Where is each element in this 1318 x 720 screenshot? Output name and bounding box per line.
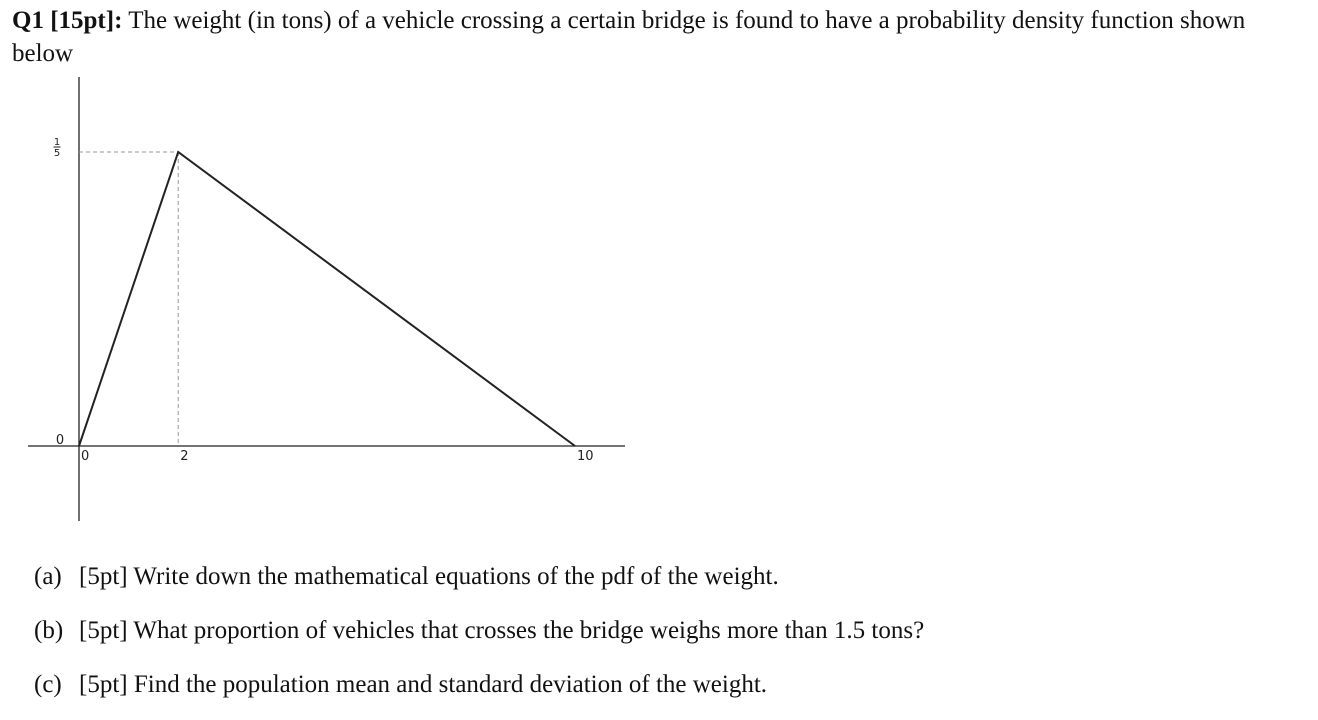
part-a-label: (a) <box>34 563 62 590</box>
question-body: The weight (in tons) of a vehicle crossing a certain bridge is found to have a probability density function shown below <box>12 7 1246 67</box>
part-b-text: [5pt] What proportion of vehicles that crosses the bridge weighs more than 1.5 tons? <box>79 617 925 644</box>
part-a <box>34 558 924 612</box>
part-b <box>34 612 924 666</box>
part-c-label: (c) <box>34 671 62 698</box>
y-tick-fraction-numerator: 1 <box>53 137 61 148</box>
x-tick-label-0: 0 <box>81 449 90 464</box>
pdf-chart <box>0 0 660 530</box>
part-a-text: [5pt] Write down the mathematical equations of the pdf of the weight. <box>79 563 779 590</box>
x-tick-label-10: 10 <box>577 449 594 464</box>
y-tick-label-0: 0 <box>55 433 65 448</box>
y-tick-fraction-denominator: 5 <box>53 148 61 159</box>
x-tick-label-2: 2 <box>180 449 189 464</box>
question-parts <box>34 558 924 720</box>
part-c-text: [5pt] Find the population mean and standard deviation of the weight. <box>79 671 768 698</box>
pdf-series-line <box>79 152 575 446</box>
question-heading: Q1 [15pt]: <box>12 7 123 34</box>
part-b-label: (b) <box>34 617 64 644</box>
part-c <box>34 666 924 720</box>
y-tick-label-one-fifth <box>54 137 61 159</box>
